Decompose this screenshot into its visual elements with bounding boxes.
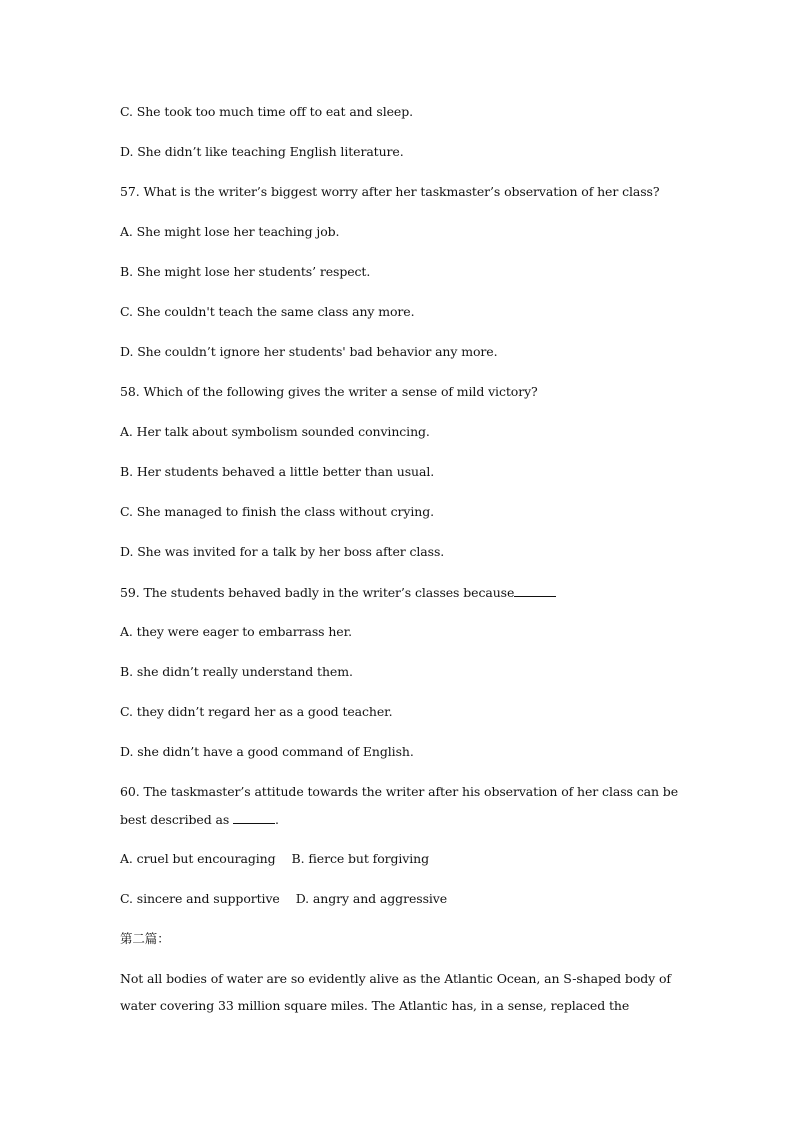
passage2-line1: Not all bodies of water are so evidently alive as the Atlantic Ocean, an S-shaped body of (120, 971, 671, 986)
q59-stem-line (120, 584, 556, 601)
q58-option-d: D. She was invited for a talk by her boss after class. (120, 544, 445, 559)
q60-stem-line2 (120, 811, 279, 828)
q58-option-b: B. Her students behaved a little better than usual. (120, 464, 435, 479)
q58-stem: 58. Which of the following gives the writer a sense of mild victory? (120, 384, 538, 399)
q60-options-ab (120, 851, 429, 867)
q60-option-a: A. cruel but encouraging (120, 851, 276, 866)
q59-option-d: D. she didn’t have a good command of English. (120, 744, 414, 759)
passage2-heading: 第二篇： (120, 931, 170, 946)
answer-blank (514, 584, 556, 597)
q60-stem-prefix: best described as (120, 812, 230, 827)
q58-option-a: A. Her talk about symbolism sounded convincing. (120, 424, 430, 439)
q58-option-c: C. She managed to finish the class without crying. (120, 504, 434, 519)
q60-option-d: D. angry and aggressive (295, 891, 448, 906)
q60-stem-line1: 60. The taskmaster’s attitude towards the writer after his observation of her class can be (120, 784, 678, 799)
q57-option-a: A. She might lose her teaching job. (120, 224, 340, 239)
q60-stem-suffix: . (275, 812, 279, 827)
q57-option-d: D. She couldn’t ignore her students' bad behavior any more. (120, 344, 498, 359)
q59-stem: 59. The students behaved badly in the writer’s classes because (120, 585, 515, 600)
q60-option-b: B. fierce but forgiving (291, 851, 430, 866)
q59-option-b: B. she didn’t really understand them. (120, 664, 353, 679)
q56-option-d: D. She didn’t like teaching English literature. (120, 144, 404, 159)
q59-option-a: A. they were eager to embarrass her. (120, 624, 352, 639)
answer-blank (233, 811, 275, 824)
passage2-line2: water covering 33 million square miles. The Atlantic has, in a sense, replaced the (120, 998, 630, 1013)
q57-option-c: C. She couldn't teach the same class any more. (120, 304, 415, 319)
q57-stem: 57. What is the writer’s biggest worry after her taskmaster’s observation of her class? (120, 184, 660, 199)
q60-options-cd (120, 891, 447, 907)
q57-option-b: B. She might lose her students’ respect. (120, 264, 371, 279)
q59-option-c: C. they didn’t regard her as a good teacher. (120, 704, 393, 719)
q60-option-c: C. sincere and supportive (120, 891, 280, 906)
q56-option-c: C. She took too much time off to eat and sleep. (120, 104, 413, 119)
